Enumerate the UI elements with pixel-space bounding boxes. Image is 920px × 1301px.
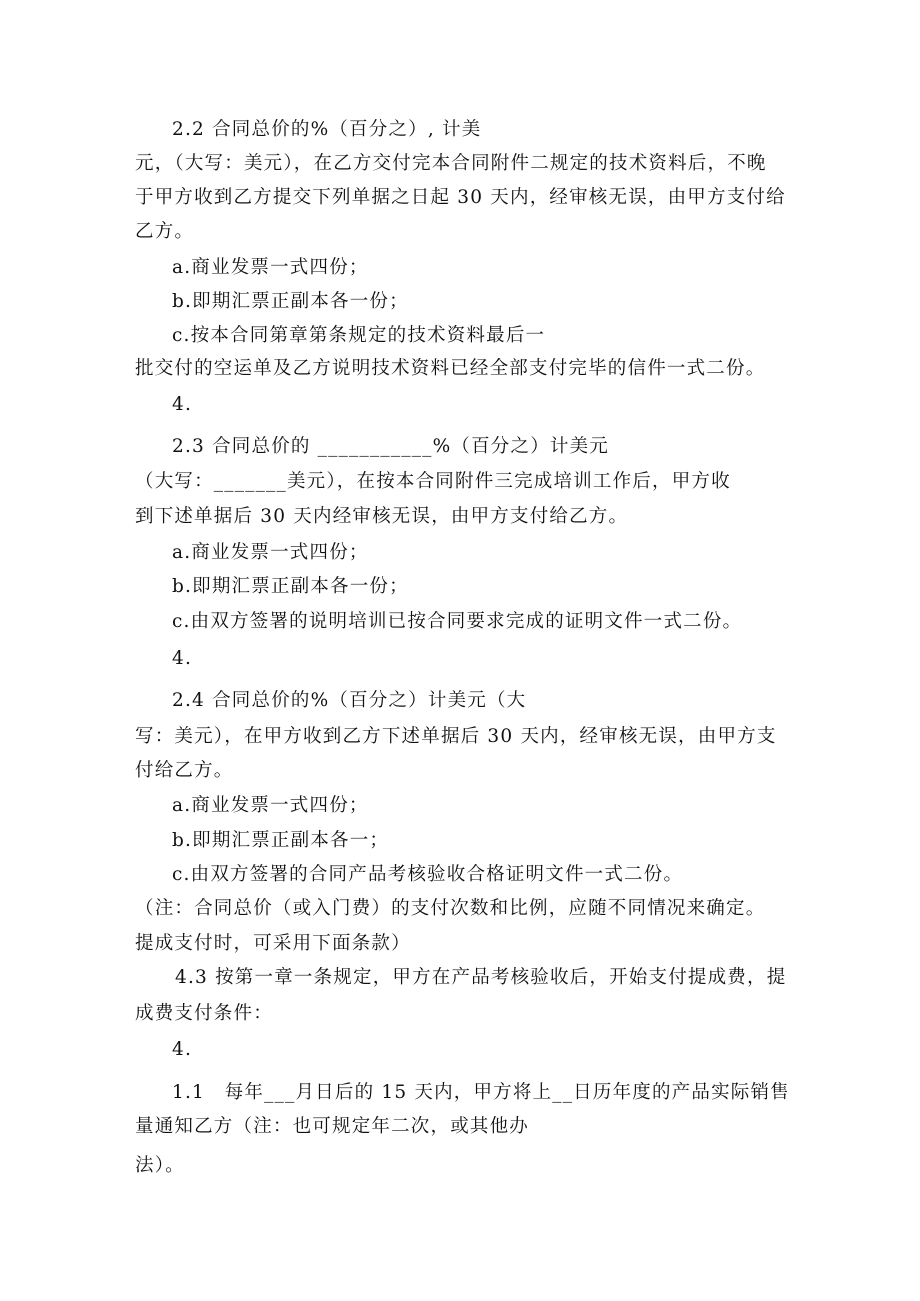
clause-2-2-line-3: 于甲方收到乙方提交下列单据之日起 30 天内，经审核无误，由甲方支付给 — [135, 187, 786, 208]
clause-2-4-item-a: a.商业发票一式四份； — [172, 795, 369, 816]
note-line-2: 提成支付时，可采用下面条款） — [135, 933, 411, 954]
clause-2-2-heading: 2.2 合同总价的%（百分之）, 计美 — [172, 119, 482, 140]
clause-1-1-heading: 1.1 每年___月日后的 15 天内，甲方将上__日历年度的产品实际销售 — [172, 1082, 790, 1103]
clause-2-3-line-2: （大写：_______美元），在按本合同附件三完成培训工作后，甲方收 — [135, 471, 731, 492]
clause-2-4-line-3: 付给乙方。 — [135, 760, 234, 781]
clause-2-3-item-b: b.即期汇票正副本各一份； — [172, 576, 409, 597]
clause-2-2-item-c: c.按本合同第章第条规定的技术资料最后一 — [172, 325, 546, 346]
clause-2-2-item-b: b.即期汇票正副本各一份； — [172, 291, 409, 312]
clause-2-4-item-b: b.即期汇票正副本各一； — [172, 830, 390, 851]
clause-2-4-line-2: 写：美元），在甲方收到乙方下述单据后 30 天内，经审核无误，由甲方支 — [135, 726, 777, 747]
clause-2-2-line-2: 元，（大写：美元），在乙方交付完本合同附件二规定的技术资料后，不晚 — [135, 153, 767, 174]
clause-2-3-item-a: a.商业发票一式四份； — [172, 542, 369, 563]
note-line-1: （注：合同总价（或入门费）的支付次数和比例，应随不同情况来确定。 — [135, 898, 766, 919]
clause-2-4-heading: 2.4 合同总价的%（百分之）计美元（大 — [172, 690, 527, 711]
section-number: 4. — [172, 648, 193, 669]
clause-2-4-item-c: c.由双方签署的合同产品考核验收合格证明文件一式二份。 — [172, 864, 684, 885]
clause-2-2-item-c-cont: 批交付的空运单及乙方说明技术资料已经全部支付完毕的信件一式二份。 — [135, 358, 766, 379]
clause-2-2-line-4: 乙方。 — [135, 221, 195, 242]
section-number: 4. — [172, 1039, 193, 1060]
clause-2-3-heading: 2.3 合同总价的 ___________%（百分之）计美元 — [172, 436, 610, 457]
section-number: 4. — [172, 394, 193, 415]
clause-1-1-line-3: 法）。 — [135, 1155, 185, 1176]
clause-4-3-line-2: 成费支付条件： — [135, 1003, 273, 1024]
clause-4-3-heading: 4.3 按第一章一条规定，甲方在产品考核验收后，开始支付提成费，提 — [175, 967, 787, 988]
clause-2-3-item-c: c.由双方签署的说明培训已按合同要求完成的证明文件一式二份。 — [172, 611, 743, 632]
clause-1-1-line-2: 量通知乙方（注：也可规定年二次，或其他办 — [135, 1116, 530, 1137]
clause-2-3-line-3: 到下述单据后 30 天内经审核无误，由甲方支付给乙方。 — [135, 506, 629, 527]
clause-2-2-item-a: a.商业发票一式四份； — [172, 257, 369, 278]
